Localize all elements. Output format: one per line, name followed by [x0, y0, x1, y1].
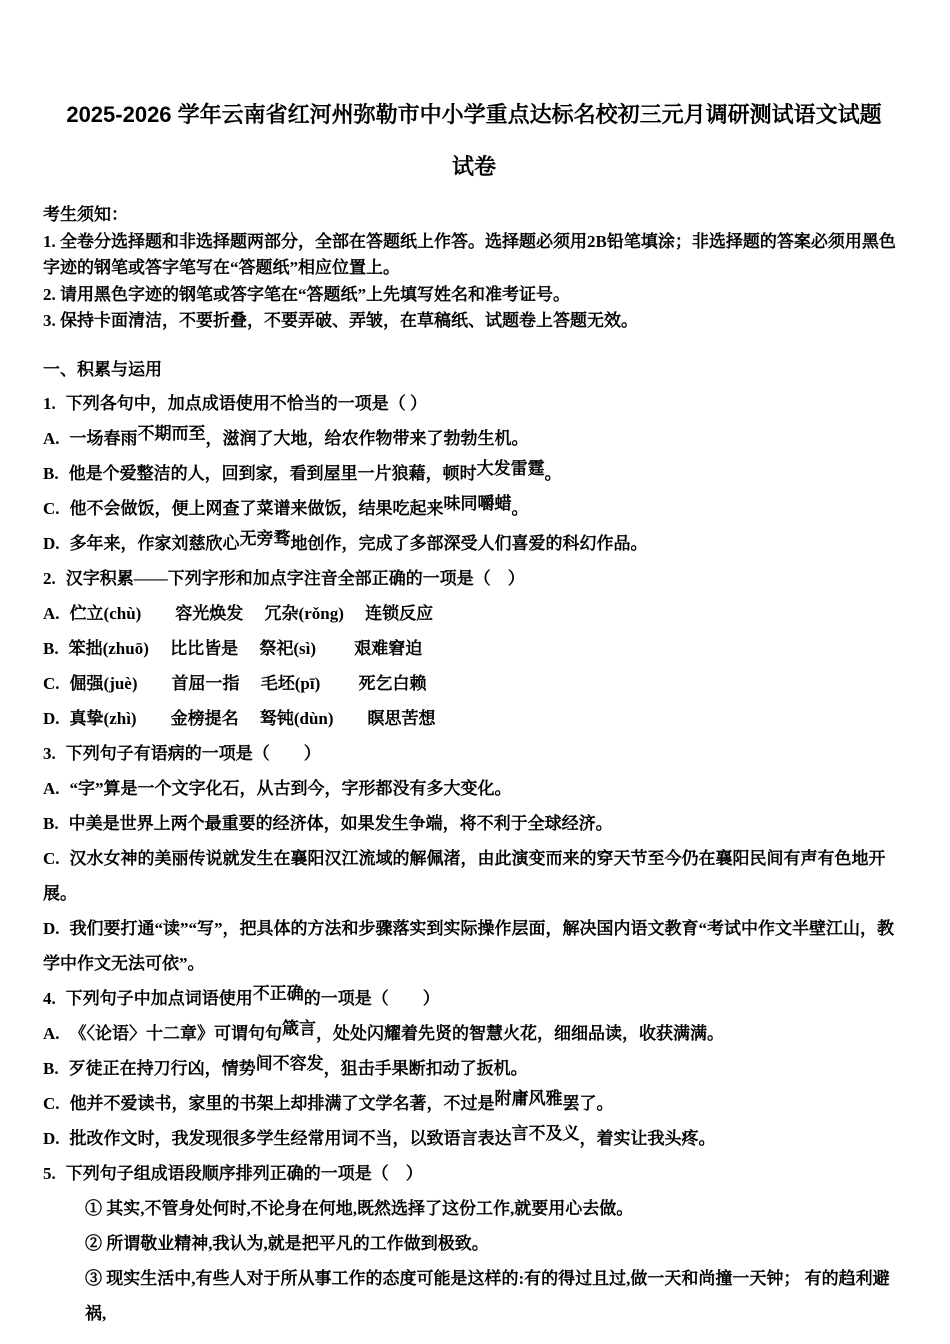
question-1-option-C: [43, 491, 905, 526]
question-3-option-A: [43, 771, 905, 806]
option-label: B.: [43, 1058, 59, 1078]
question-2-number: 2.: [43, 568, 56, 588]
question-2: [43, 561, 905, 736]
option-text: 多年来，作家刘慈欣心: [69, 533, 240, 553]
notice-item-3: 3. 保持卡面清洁，不要折叠，不要弄破、弄皱，在草稿纸、试题卷上答题无效。: [43, 311, 638, 330]
option-text: 他是个爱整洁的人，回到家，看到屋里一片狼藉，顿时: [68, 463, 477, 483]
option-label: D.: [43, 918, 60, 938]
question-4-option-B: [43, 1051, 905, 1086]
question-3-option-D: [43, 911, 905, 981]
question-2-option-B: [43, 631, 905, 666]
question-5-sentence-1: ① 其实,不管身处何时,不论身在何地,既然选择了这份工作,就要用心去做。: [85, 1198, 634, 1218]
notice-heading: 考生须知：: [43, 205, 128, 224]
emphasized-term: 大发雷霆: [476, 458, 545, 478]
stem-text: 下列句子中加点词语使用: [65, 988, 253, 1008]
emphasized-term: 箴言: [282, 1018, 317, 1038]
question-2-option-D: [43, 701, 905, 736]
stem-text: 汉字积累——下列字形和加点字注音全部正确的一项是（ ）: [65, 568, 525, 588]
option-label: C.: [43, 498, 60, 518]
exam-title: 2025-2026 学年云南省红河州弥勒市中小学重点达标名校初三元月调研测试语文试题: [66, 102, 882, 127]
question-1-option-D: [43, 526, 905, 561]
option-text: 一场春雨: [69, 428, 138, 448]
option-text: 罢了。: [562, 1093, 614, 1113]
emphasized-term: 间不容发: [255, 1053, 324, 1073]
option-text: 笨拙(zhuō) 比比皆是 祭祀(sì) 艰难窘迫: [68, 638, 423, 658]
question-4-option-D: [43, 1121, 905, 1156]
question-3-option-B: [43, 806, 905, 841]
question-4-option-A: [43, 1016, 905, 1051]
emphasized-term: 味同嚼蜡: [443, 493, 512, 513]
option-label: C.: [43, 848, 60, 868]
emphasized-term: 附庸风雅: [494, 1088, 563, 1108]
option-label: C.: [43, 1093, 60, 1113]
question-3: [43, 736, 905, 981]
option-text: ，处处闪耀着先贤的智慧火花，细细品读，收获满满。: [316, 1023, 725, 1043]
emphasized-term: 言不及义: [511, 1123, 580, 1143]
question-1-option-A: [43, 421, 905, 456]
question-4-stem: [43, 981, 905, 1016]
option-text: 《〈论语〉十二章》可谓句句: [69, 1023, 283, 1043]
question-5-sentence-2: ② 所谓敬业精神,我认为,就是把平凡的工作做到极致。: [85, 1233, 489, 1253]
option-text: ，狙击手果断扣动了扳机。: [323, 1058, 528, 1078]
notice-item-2: 2. 请用黑色字迹的钢笔或答字笔在“答题纸”上先填写姓名和准考证号。: [43, 284, 570, 304]
notice-section: [43, 202, 905, 335]
option-label: A.: [43, 603, 60, 623]
option-text: 他并不爱读书，家里的书架上却排满了文学名著，不过是: [69, 1093, 495, 1113]
question-5-stem: [43, 1156, 905, 1191]
question-3-number: 3.: [43, 743, 56, 763]
option-text: 汉水女神的美丽传说就发生在襄阳汉江流域的解佩渚，由此演变而来的穿天节至今仍在襄阳民间有声有色地开展。: [43, 848, 886, 903]
option-label: B.: [43, 813, 59, 833]
question-5-sentence-3: ③ 现实生活中,有些人对于所从事工作的态度可能是这样的:有的得过且过,做一天和尚撞一天钟； 有的趋利避祸,: [85, 1268, 890, 1323]
stem-text: 下列各句中，加点成语使用不恰当的一项是（ ）: [65, 393, 427, 413]
option-text: ，着实让我头疼。: [579, 1128, 716, 1148]
section-heading: 一、积累与运用: [43, 359, 162, 379]
question-2-option-C: [43, 666, 905, 701]
question-3-option-C: [43, 841, 905, 911]
questions-container: [43, 386, 905, 1331]
option-label: B.: [43, 463, 59, 483]
option-text: 地创作，完成了多部深受人们喜爱的科幻作品。: [290, 533, 648, 553]
option-text: 真挚(zhì) 金榜提名 驽钝(dùn) 瞑思苦想: [69, 708, 436, 728]
option-label: C.: [43, 673, 60, 693]
option-label: D.: [43, 1128, 60, 1148]
option-label: A.: [43, 778, 60, 798]
notice-items: [43, 229, 905, 335]
option-text: ，滋润了大地，给农作物带来了勃勃生机。: [205, 428, 529, 448]
option-label: D.: [43, 708, 60, 728]
option-text: 他不会做饭，便上网查了菜谱来做饭，结果吃起来: [69, 498, 444, 518]
option-text: 伫立(chù) 容光焕发 冗杂(rǒng) 连锁反应: [69, 603, 434, 623]
question-1: [43, 386, 905, 561]
question-3-stem: [43, 736, 905, 771]
question-2-stem: [43, 561, 905, 596]
option-label: A.: [43, 1023, 60, 1043]
exam-subtitle: 试卷: [451, 154, 496, 179]
question-4-number: 4.: [43, 988, 56, 1008]
emphasized-term: 不期而至: [137, 423, 206, 443]
emphasized-term: 不正确: [252, 983, 304, 1003]
question-2-option-A: [43, 596, 905, 631]
question-5-number: 5.: [43, 1163, 56, 1183]
stem-text: 下列句子有语病的一项是（ ）: [65, 743, 321, 763]
option-label: D.: [43, 533, 60, 553]
option-label: A.: [43, 428, 60, 448]
option-text: 歹徒正在持刀行凶，情势: [68, 1058, 256, 1078]
question-5: [43, 1156, 905, 1331]
emphasized-term: 无旁骛: [239, 528, 291, 548]
question-1-number: 1.: [43, 393, 56, 413]
stem-text: 下列句子组成语段顺序排列正确的一项是（ ）: [65, 1163, 423, 1183]
option-text: “字”算是一个文字化石，从古到今，字形都没有多大变化。: [69, 778, 512, 798]
question-4: [43, 981, 905, 1156]
question-1-option-B: [43, 456, 905, 491]
option-text: 。: [544, 463, 562, 483]
question-1-stem: [43, 386, 905, 421]
stem-text: 的一项是（ ）: [303, 988, 440, 1008]
option-text: 。: [511, 498, 529, 518]
notice-item-1: 1. 全卷分选择题和非选择题两部分，全部在答题纸上作答。选择题必须用2B铅笔填涂；非选择题的答案必须用黑色字迹的钢笔或答字笔写在“答题纸”相应位置上。: [43, 231, 896, 277]
option-text: 倔强(juè) 首屈一指 毛坯(pī) 死乞白赖: [69, 673, 427, 693]
option-label: B.: [43, 638, 59, 658]
option-text: 我们要打通“读”“写”，把具体的方法和步骤落实到实际操作层面，解决国内语文教育“考试中作文半壁江山，教学中作文无法可依”。: [43, 918, 895, 973]
question-4-option-C: [43, 1086, 905, 1121]
option-text: 批改作文时，我发现很多学生经常用词不当，以致语言表达: [69, 1128, 512, 1148]
option-text: 中美是世界上两个最重要的经济体，如果发生争端，将不利于全球经济。: [68, 813, 613, 833]
